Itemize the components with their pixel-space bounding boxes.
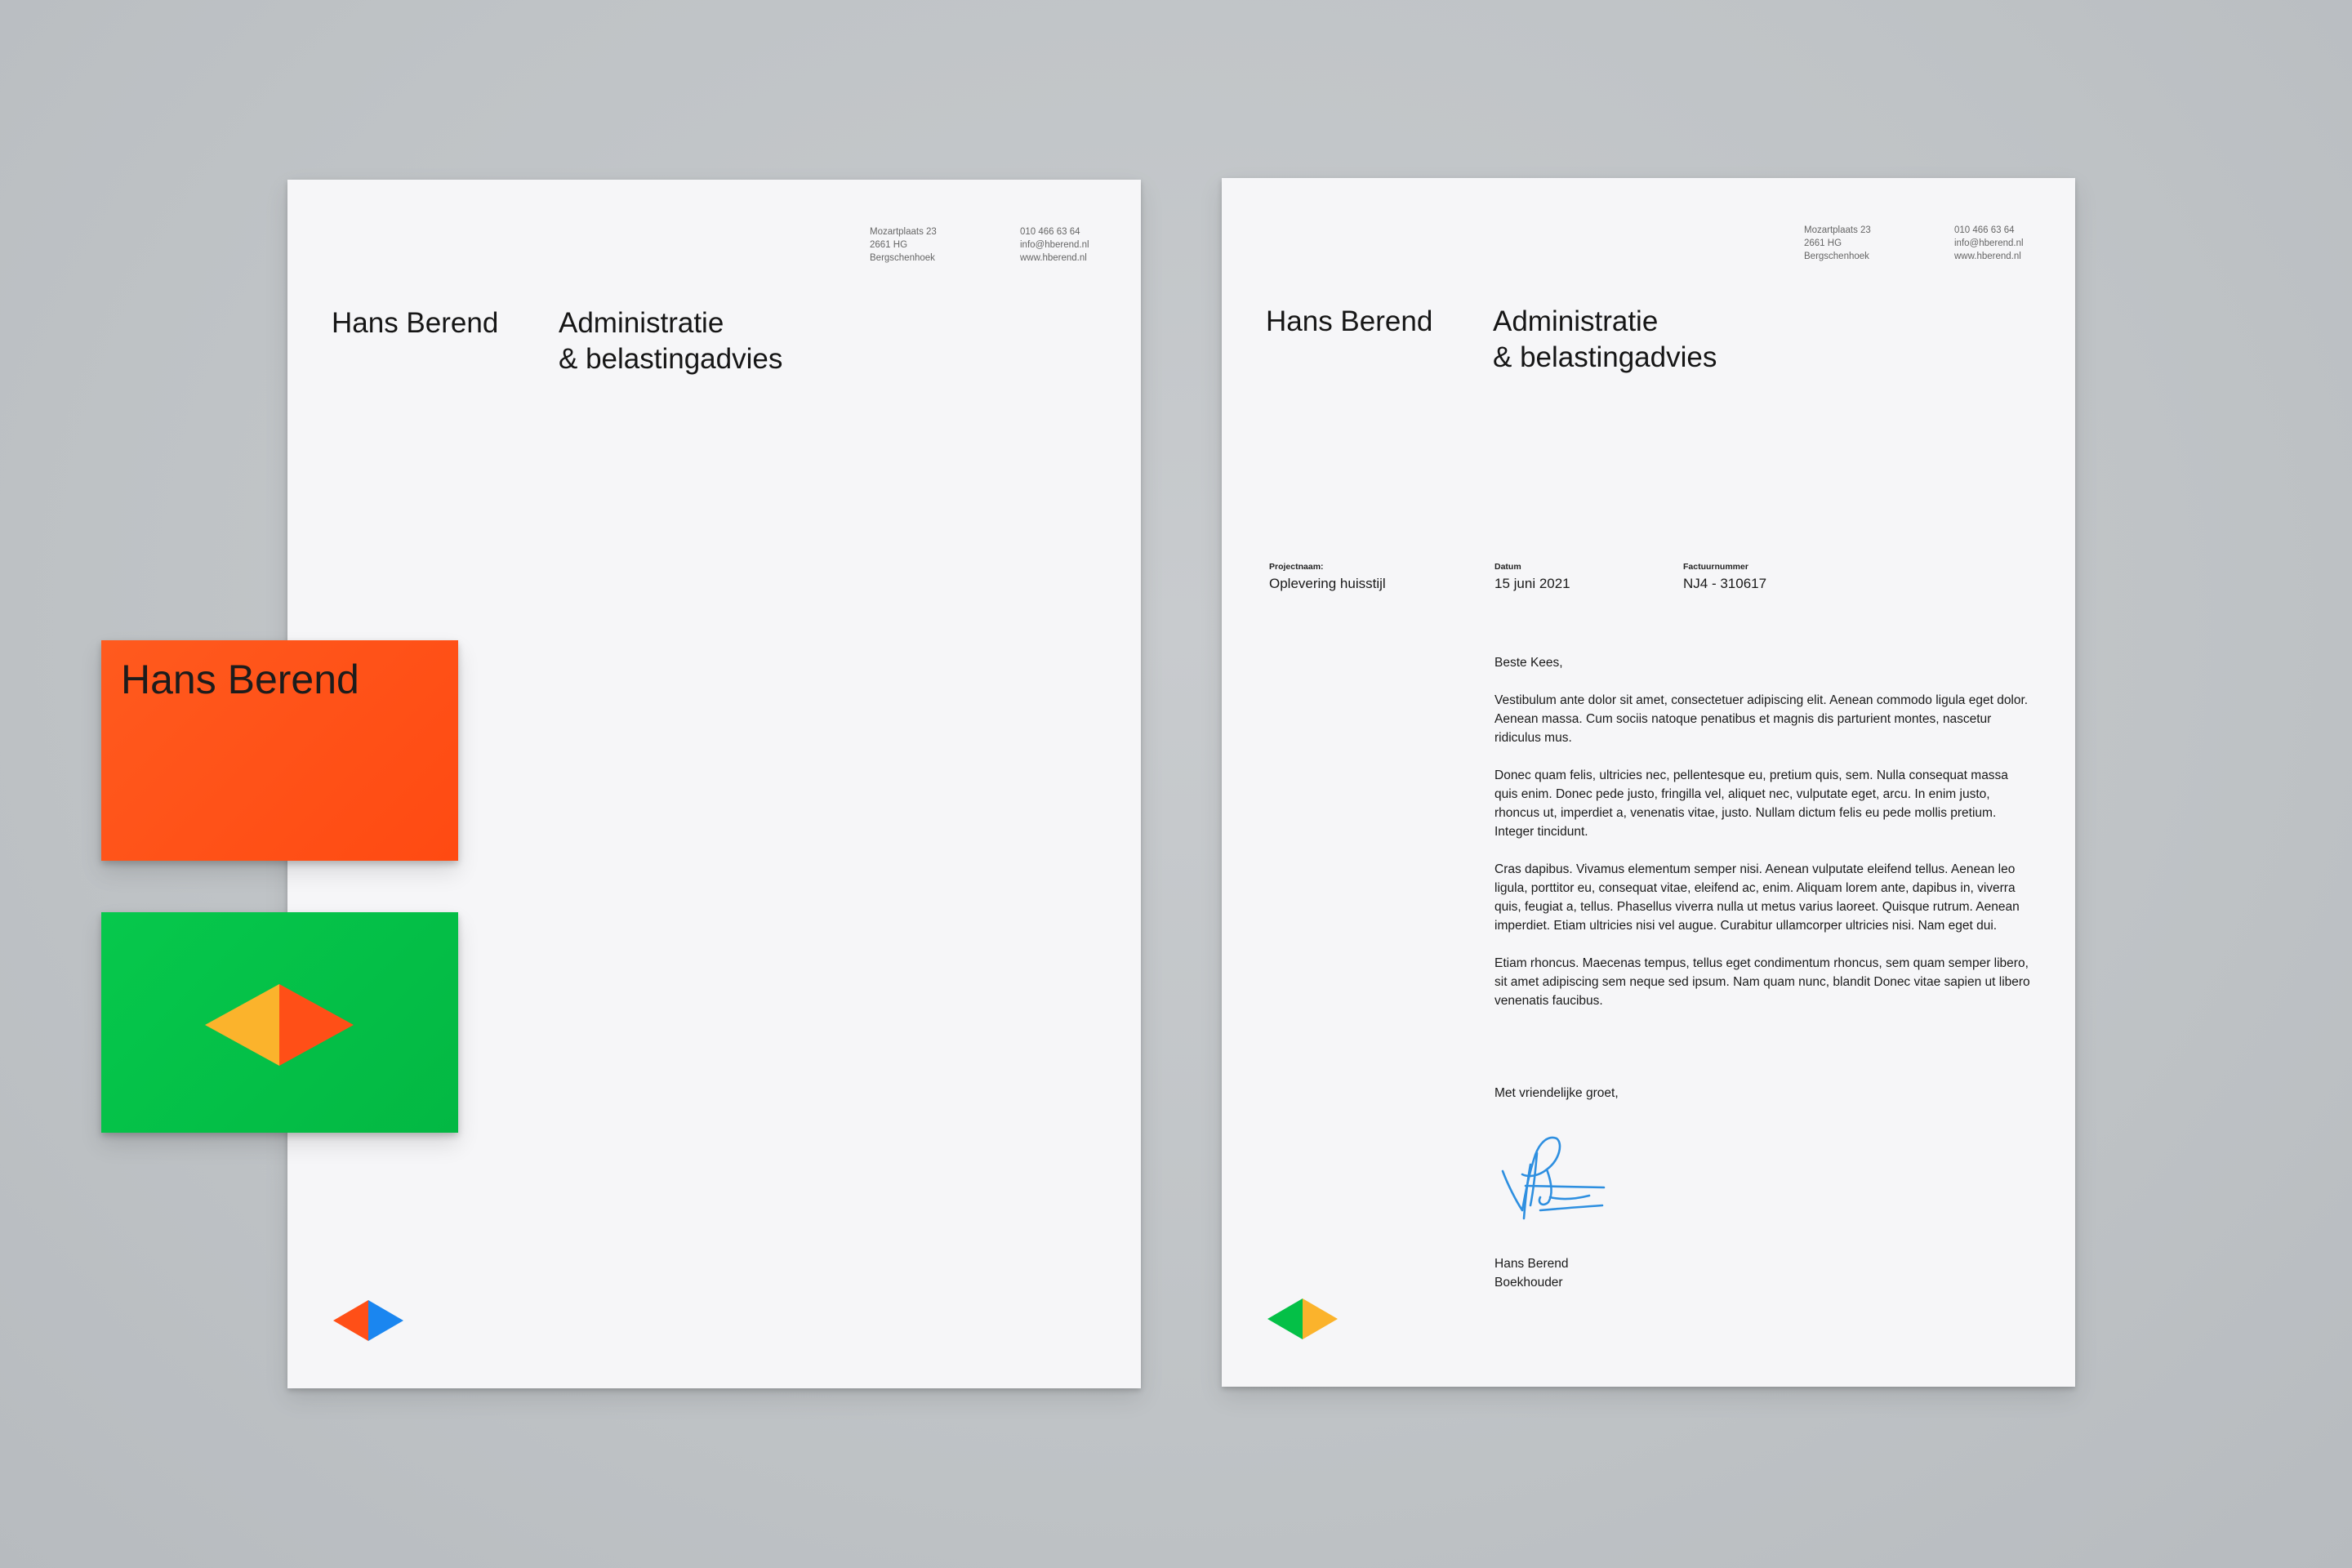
address-street: Mozartplaats 23 <box>870 227 937 237</box>
brand-name: Hans Berend <box>332 307 499 339</box>
meta-project-label: Projectnaam: <box>1269 562 1324 572</box>
meta-project <box>1269 562 1386 592</box>
address-city: Bergschenhoek <box>1804 252 1869 261</box>
contact-block <box>1020 225 1089 265</box>
brand-tagline <box>559 305 782 377</box>
business-card-back <box>101 912 458 1133</box>
address-city: Bergschenhoek <box>870 253 935 263</box>
address-block <box>870 225 937 265</box>
tagline-line-1: Administratie <box>559 307 724 339</box>
meta-invoice-label: Factuurnummer <box>1683 562 1748 572</box>
letterhead-sheet-letter <box>1222 178 2075 1387</box>
diamond-logo-orange-blue-icon <box>333 1300 403 1341</box>
signer-name: Hans Berend <box>1494 1257 1569 1271</box>
contact-phone: 010 466 63 64 <box>1020 227 1080 237</box>
tagline-line-1: Administratie <box>1493 305 1659 337</box>
contact-phone: 010 466 63 64 <box>1954 225 2015 235</box>
contact-email: info@hberend.nl <box>1954 238 2024 248</box>
tagline-line-2: & belastingadvies <box>559 343 783 375</box>
address-postcode: 2661 HG <box>870 240 908 250</box>
letter-paragraph-4: Etiam rhoncus. Maecenas tempus, tellus eget condimentum rhoncus, sem quam semper libero, sit amet adipiscing sem neque sed ipsum. Nam quam nunc, blandit Donec vitae sapien ut libero venenatis faucibus. <box>1494 956 2030 1008</box>
diamond-logo-yellow-orange-icon <box>205 984 354 1066</box>
contact-website: www.hberend.nl <box>1020 253 1087 263</box>
diamond-logo-green-yellow-icon <box>1267 1298 1338 1339</box>
address-street: Mozartplaats 23 <box>1804 225 1871 235</box>
signer-block <box>1494 1254 1568 1292</box>
contact-email: info@hberend.nl <box>1020 240 1089 250</box>
signer-role: Boekhouder <box>1494 1276 1563 1290</box>
letter-body <box>1494 653 2034 1029</box>
card-brand-name: Hans Berend <box>121 657 359 702</box>
letter-paragraph-3: Cras dapibus. Vivamus elementum semper nisi. Aenean vulputate eleifend tellus. Aenean leo ligula, porttitor eu, consequat vitae, eleifend ac, enim. Aliquam lorem ante, dapibus in, viverra quis, feugiat a, tellus. Phasellus viverra nulla ut metus varius laoreet. Quisque rutrum. Aenean imperdiet. Etiam ultricies nisi vel augue. Curabitur ullamcorper ultricies nisi. Nam eget dui. <box>1494 862 2020 933</box>
signature-image <box>1498 1125 1612 1232</box>
brand-name: Hans Berend <box>1266 305 1433 337</box>
contact-block <box>1954 224 2024 263</box>
letter-greeting: Beste Kees, <box>1494 656 1563 670</box>
meta-date <box>1494 562 1570 592</box>
letter-closing: Met vriendelijke groet, <box>1494 1086 1619 1100</box>
brand-tagline <box>1493 304 1717 376</box>
tagline-line-2: & belastingadvies <box>1493 341 1717 373</box>
address-block <box>1804 224 1871 263</box>
meta-invoice-value: NJ4 - 310617 <box>1683 576 1767 591</box>
meta-project-value: Oplevering huisstijl <box>1269 576 1386 591</box>
business-card-front <box>101 640 458 861</box>
address-postcode: 2661 HG <box>1804 238 1842 248</box>
meta-date-label: Datum <box>1494 562 1521 572</box>
meta-invoice <box>1683 562 1766 592</box>
letter-paragraph-1: Vestibulum ante dolor sit amet, consectetuer adipiscing elit. Aenean commodo ligula eget dolor. Aenean massa. Cum sociis natoque penatibus et magnis dis parturient montes, nascetur ridiculus mus. <box>1494 693 2029 745</box>
letter-paragraph-2: Donec quam felis, ultricies nec, pellentesque eu, pretium quis, sem. Nulla consequat massa quis enim. Donec pede justo, fringilla vel, aliquet nec, vulputate eget, arcu. In enim justo, rhoncus ut, imperdiet a, venenatis vitae, justo. Nullam dictum felis eu pede mollis pretium. Integer tincidunt. <box>1494 768 2008 839</box>
meta-date-value: 15 juni 2021 <box>1494 576 1570 591</box>
contact-website: www.hberend.nl <box>1954 252 2021 261</box>
